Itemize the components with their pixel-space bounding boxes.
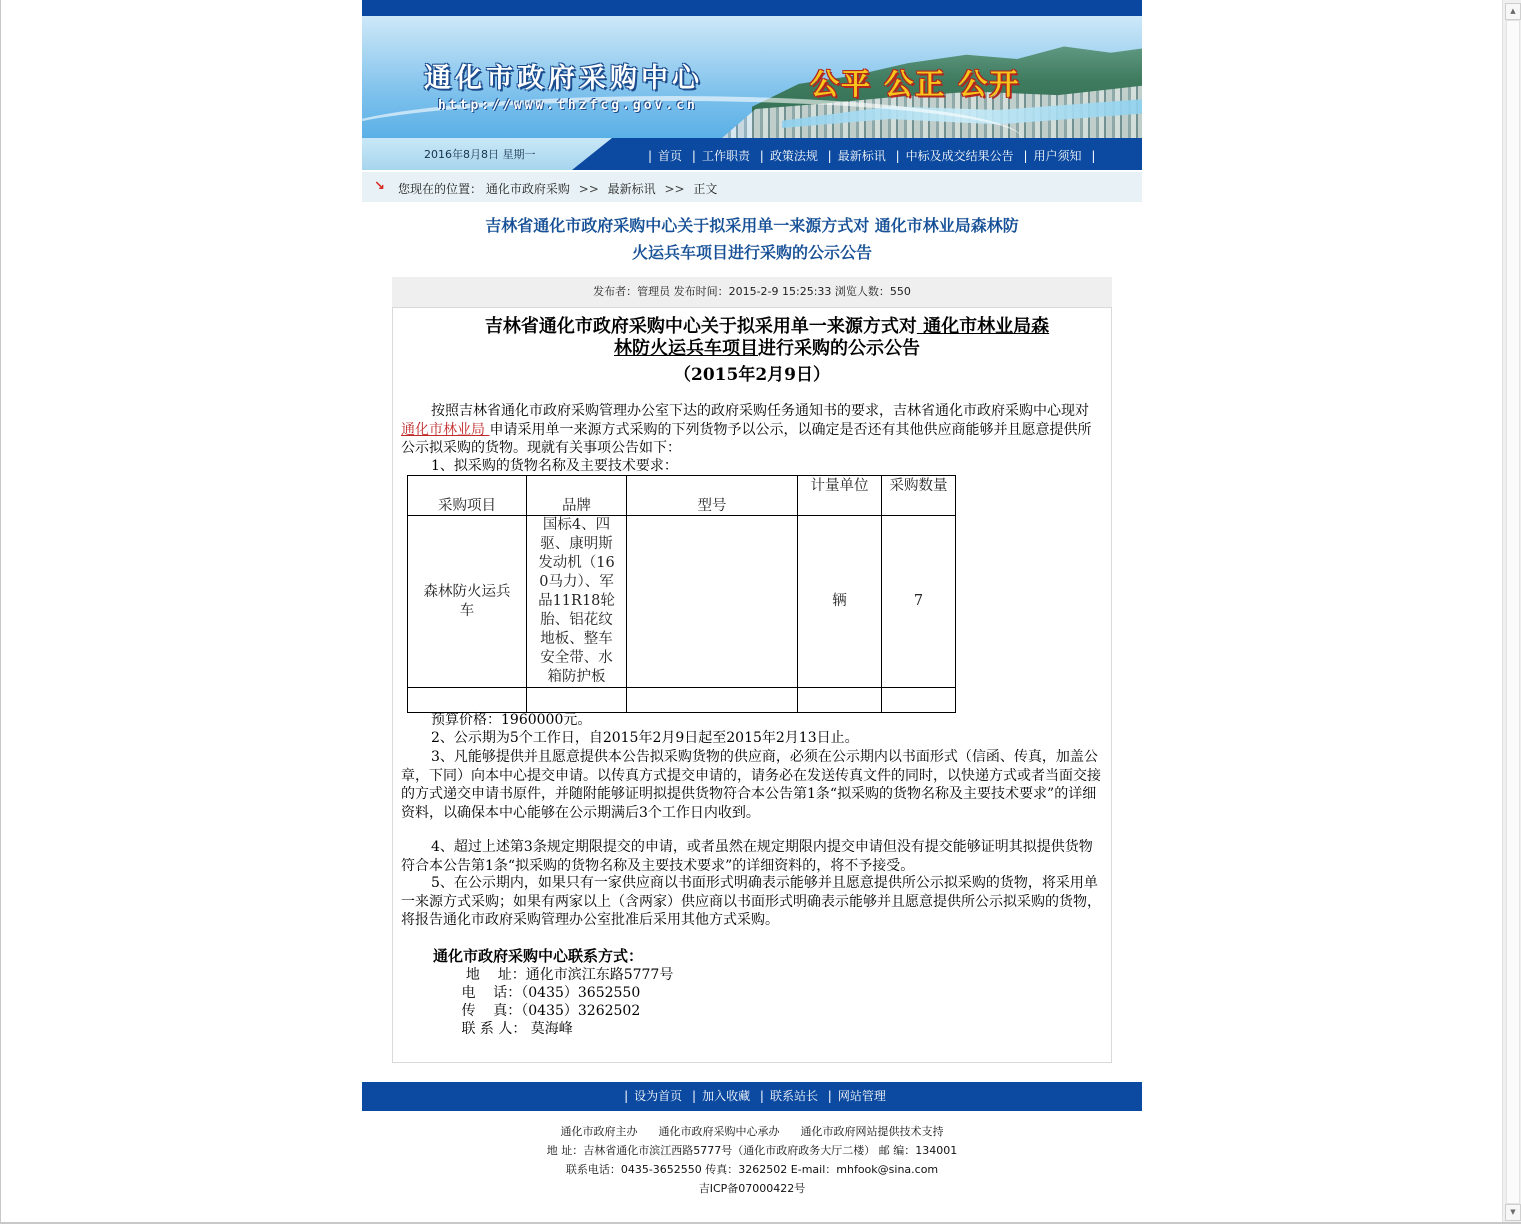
budget-line (401, 711, 1101, 730)
footer-icp: 吉ICP备07000422号 (698, 1182, 806, 1195)
breadcrumb-separator: >> (664, 182, 685, 196)
goods-table (407, 475, 956, 713)
vertical-scrollbar[interactable] (1502, 0, 1521, 1224)
item-4-text: 4、超过上述第3条规定期限提交的申请，或者虽然在规定期限内提交申请但没有提交能够证明其拟提供货物符合本公告第1条“拟采购的货物名称及主要技术要求”的详细资料的，将不予接受。 (401, 839, 1093, 874)
table-cell-empty (527, 688, 627, 713)
nav-item-latest-bids[interactable]: 最新标讯 (837, 149, 886, 163)
header-top-bar (362, 0, 1142, 16)
window-frame-left (0, 0, 1, 1224)
table-header-cell (882, 476, 956, 516)
contact-person: 联 系 人： 莫海峰 (457, 1021, 573, 1037)
footer-site-admin-link[interactable]: 网站管理 (837, 1089, 886, 1103)
nav-item-policies[interactable]: 政策法规 (769, 149, 818, 163)
breadcrumb-separator: >> (578, 182, 599, 196)
site-slogan: 公平 公正 公开 (810, 67, 1021, 101)
breadcrumb-item-latest-bids[interactable]: 最新标讯 (607, 182, 656, 196)
table-header-qty: 采购数量 (889, 478, 948, 494)
breadcrumb-label: 您现在的位置： (398, 182, 483, 196)
site-url: http://www.thzfcg.gov.cn (438, 98, 698, 113)
budget-text: 预算价格：1960000元。 (431, 712, 592, 728)
item-name: 森林防火运兵车 (423, 583, 511, 619)
brand-spec: 国标4、四驱、康明斯发动机（160马力）、军品11R18轮胎、铝花纹地板、整车安全带、水箱防护板 (538, 517, 615, 685)
arrow-down-right-icon: ↘ (374, 179, 385, 194)
nav-item-home[interactable]: 首页 (658, 149, 683, 163)
article-title-underlined-2: 林防火运兵车项目 (614, 338, 758, 359)
contact-phone: 电 话：（0435）3652550 (457, 985, 641, 1001)
site-title: 通化市政府采购中心 (424, 63, 703, 94)
table-header-cell (798, 476, 882, 516)
footer-add-favorite-link[interactable]: 加入收藏 (702, 1089, 751, 1103)
table-header-cell: 采购项目 (408, 476, 527, 516)
item-4 (401, 838, 1101, 875)
post-meta: 发布者：管理员 发布时间：2015-2-9 15:25:33 浏览人数：550 (392, 277, 1112, 307)
table-header-cell: 型号 (627, 476, 798, 516)
contact-address: 地 址：通化市滨江东路5777号 (457, 967, 674, 983)
intro-text-a: 按照吉林省通化市政府采购管理办公室下达的政府采购任务通知书的要求，吉林省通化市政府采购中心现对 (431, 403, 1089, 419)
table-cell-empty (627, 688, 798, 713)
nav-item-duties[interactable]: 工作职责 (701, 149, 750, 163)
table-cell-model (627, 516, 798, 688)
item-5-text: 5、在公示期内，如果只有一家供应商以书面形式明确表示能够并且愿意提供所公示拟采购的货物，将采用单一来源方式采购；如果有两家以上（含两家）供应商以书面形式明确表示能够并且愿意提供所公示拟采购的货物，将报告通化市政府采购管理办公室批准后采用其他方式采购。 (401, 875, 1101, 928)
table-cell-unit: 辆 (798, 516, 882, 688)
item-3 (401, 748, 1101, 822)
table-row-empty (408, 688, 956, 713)
footer-address: 地 址：吉林省通化市滨江西路5777号（通化市政府政务大厅二楼） 邮 编：134001 (546, 1144, 958, 1157)
table-header-unit: 计量单位 (810, 478, 869, 494)
item-2-text: 2、公示期为5个工作日，自2015年2月9日起至2015年2月13日止。 (431, 730, 859, 746)
main-nav: | 首页 | 工作职责 | 政策法规 | 最新标讯 | 中标及成交结果公告 | 用户须知 | (648, 149, 1096, 163)
scroll-up-arrow-icon[interactable]: ▲ (1505, 3, 1521, 20)
scrollbar-thumb[interactable] (1506, 20, 1520, 1204)
intro-text-b: 申请采用单一来源方式采购的下列货物予以公示，以确定是否还有其他供应商能够并且愿意提供所公示拟采购的货物。现就有关事项公告如下： (401, 421, 1092, 456)
footer-nav: | 设为首页 | 加入收藏 | 联系站长 | 网站管理 (362, 1082, 1142, 1111)
breadcrumb-item-current: 正文 (693, 182, 718, 196)
table-row (408, 516, 956, 688)
nav-item-award-results[interactable]: 中标及成交结果公告 (905, 149, 1014, 163)
breadcrumb-item-gov-procurement[interactable]: 通化市政府采购 (485, 182, 570, 196)
footer-set-homepage-link[interactable]: 设为首页 (634, 1089, 683, 1103)
table-header-cell: 品牌 (527, 476, 627, 516)
footer-contact: 联系电话：0435-3652550 传真：3262502 E-mail：mhfook@sina.com (565, 1163, 939, 1176)
article-body (392, 307, 1112, 1063)
page-title-line-1: 吉林省通化市政府采购中心关于拟采用单一来源方式对 通化市林业局森林防 (485, 216, 1019, 235)
item-2 (401, 729, 1101, 748)
agency-link[interactable]: 通化市林业局 (401, 421, 490, 438)
table-cell-brand (527, 516, 627, 688)
nav-item-user-notice[interactable]: 用户须知 (1033, 149, 1082, 163)
item-1-text: 1、拟采购的货物名称及主要技术要求： (431, 458, 678, 474)
table-cell-empty (408, 688, 527, 713)
footer-sponsors: 通化市政府主办 通化市政府采购中心承办 通化市政府网站提供技术支持 (560, 1125, 944, 1138)
article-title-part-2: 进行采购的公示公告 (758, 338, 920, 359)
page-title-line-2: 火运兵车项目进行采购的公示公告 (631, 243, 872, 262)
item-3-text: 3、凡能够提供并且愿意提供本公告拟采购货物的供应商，必须在公示期内以书面形式（信函、传真，加盖公章，下同）向本中心提交申请。以传真方式提交申请的，请务必在发送传真文件的同时，以快递方式或者当面交接的方式递交申请书原件，并随附能够证明拟提供货物符合本公告第1条“拟采购的货物名称及主要技术要求”的详细资料，以确保本中心能够在公示期满后3个工作日内收到。 (401, 749, 1101, 821)
article-title-underlined-1: 通化市林业局森 (916, 316, 1050, 337)
table-header-row (408, 476, 956, 516)
header-banner (362, 0, 1142, 170)
footer-contact-admin-link[interactable]: 联系站长 (769, 1089, 818, 1103)
item-1 (401, 457, 1101, 476)
table-cell-empty (798, 688, 882, 713)
breadcrumb (362, 172, 1142, 202)
page-container (362, 0, 1142, 1224)
contact-heading: 通化市政府采购中心联系方式： (433, 947, 644, 965)
article-title (427, 316, 1107, 360)
item-5 (401, 874, 1101, 930)
scroll-down-arrow-icon[interactable]: ▼ (1505, 1204, 1521, 1221)
page-title (422, 212, 1082, 266)
table-cell-qty: 7 (882, 516, 956, 688)
contact-fax: 传 真：（0435）3262502 (457, 1003, 641, 1019)
intro-paragraph (401, 402, 1101, 458)
table-cell-item (408, 516, 527, 688)
table-cell-empty (882, 688, 956, 713)
article-date: （2015年2月9日） (674, 365, 830, 385)
article-title-part-1: 吉林省通化市政府采购中心关于拟采用单一来源方式对 (484, 316, 917, 337)
current-date: 2016年8月8日 星期一 (424, 148, 536, 161)
